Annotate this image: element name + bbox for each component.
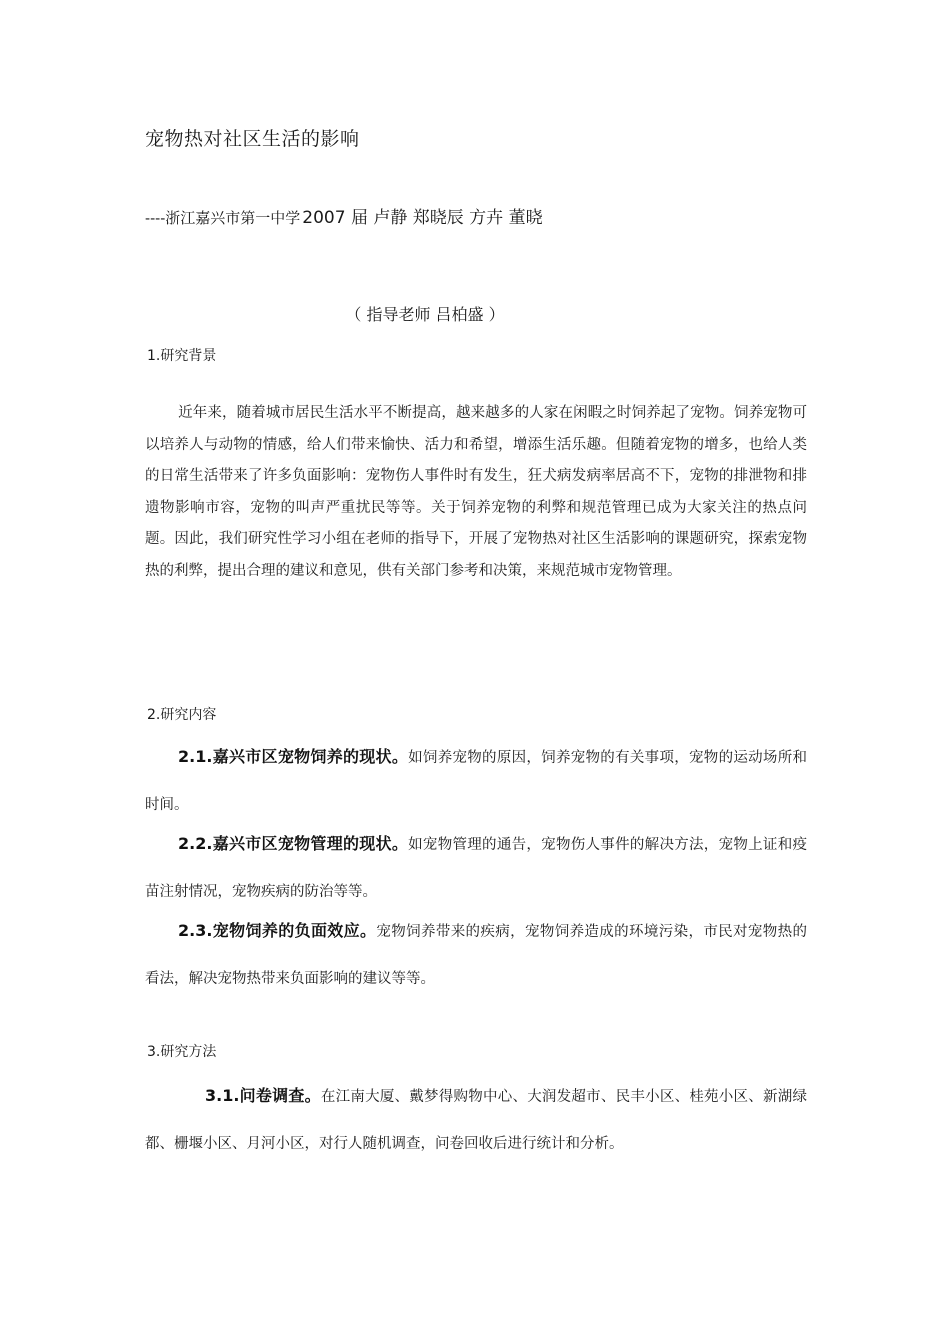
content-item-2-3 xyxy=(145,907,807,1003)
author-school: ----浙江嘉兴市第一中学 xyxy=(145,209,301,227)
background-paragraph: 近年来，随着城市居民生活水平不断提高，越来越多的人家在闲暇之时饲养起了宠物。饲养宠物可以培养人与动物的情感，给人们带来愉快、活力和希望，增添生活乐趣。但随着宠物的增多，也给人类的日常生活带来了许多负面影响：宠物伤人事件时有发生，狂犬病发病率居高不下，宠物的排泄物和排遗物影响市容，宠物的叫声严重扰民等等。关于饲养宠物的利弊和规范管理已成为大家关注的热点问题。因此，我们研究性学习小组在老师的指导下，开展了宠物热对社区生活影响的课题研究，探索宠物热的利弊，提出合理的建议和意见，供有关部门参考和决策，来规范城市宠物管理。 xyxy=(145,405,807,579)
section-heading-method: 3.研究方法 xyxy=(147,1044,217,1060)
section-heading-content: 2.研究内容 xyxy=(147,707,217,723)
content-item-lead: 2.2.嘉兴市区宠物管理的现状。 xyxy=(178,834,409,853)
author-names: 2007 届 卢静 郑晓辰 方卉 董晓 xyxy=(302,208,543,228)
author-line xyxy=(145,203,543,228)
method-item-3-1 xyxy=(145,1072,807,1168)
content-item-text: 如宠物管理的通告，宠物伤人事件的解决方法，宠物上证和疫苗注射情况，宠物疾病的防治等等。 xyxy=(145,837,807,900)
content-item-text: 如饲养宠物的原因，饲养宠物的有关事项，宠物的运动场所和时间。 xyxy=(145,750,807,813)
method-item-text: 在江南大厦、戴梦得购物中心、大润发超市、民丰小区、桂苑小区、新湖绿都、栅堰小区、月河小区，对行人随机调查，问卷回收后进行统计和分析。 xyxy=(145,1089,807,1152)
content-item-text: 宠物饲养带来的疾病，宠物饲养造成的环境污染，市民对宠物热的看法，解决宠物热带来负面影响的建议等等。 xyxy=(145,924,807,987)
content-item-lead: 2.3.宠物饲养的负面效应。 xyxy=(178,921,377,940)
method-item-lead: 3.1.问卷调查。 xyxy=(205,1086,321,1105)
section-heading-background: 1.研究背景 xyxy=(147,348,217,364)
advisor-line: （ 指导老师 吕柏盛 ） xyxy=(345,305,505,324)
section-body-background xyxy=(145,398,807,587)
content-item-2-2 xyxy=(145,820,807,916)
document-title: 宠物热对社区生活的影响 xyxy=(145,128,360,150)
content-item-2-1 xyxy=(145,733,807,829)
content-item-lead: 2.1.嘉兴市区宠物饲养的现状。 xyxy=(178,747,409,766)
